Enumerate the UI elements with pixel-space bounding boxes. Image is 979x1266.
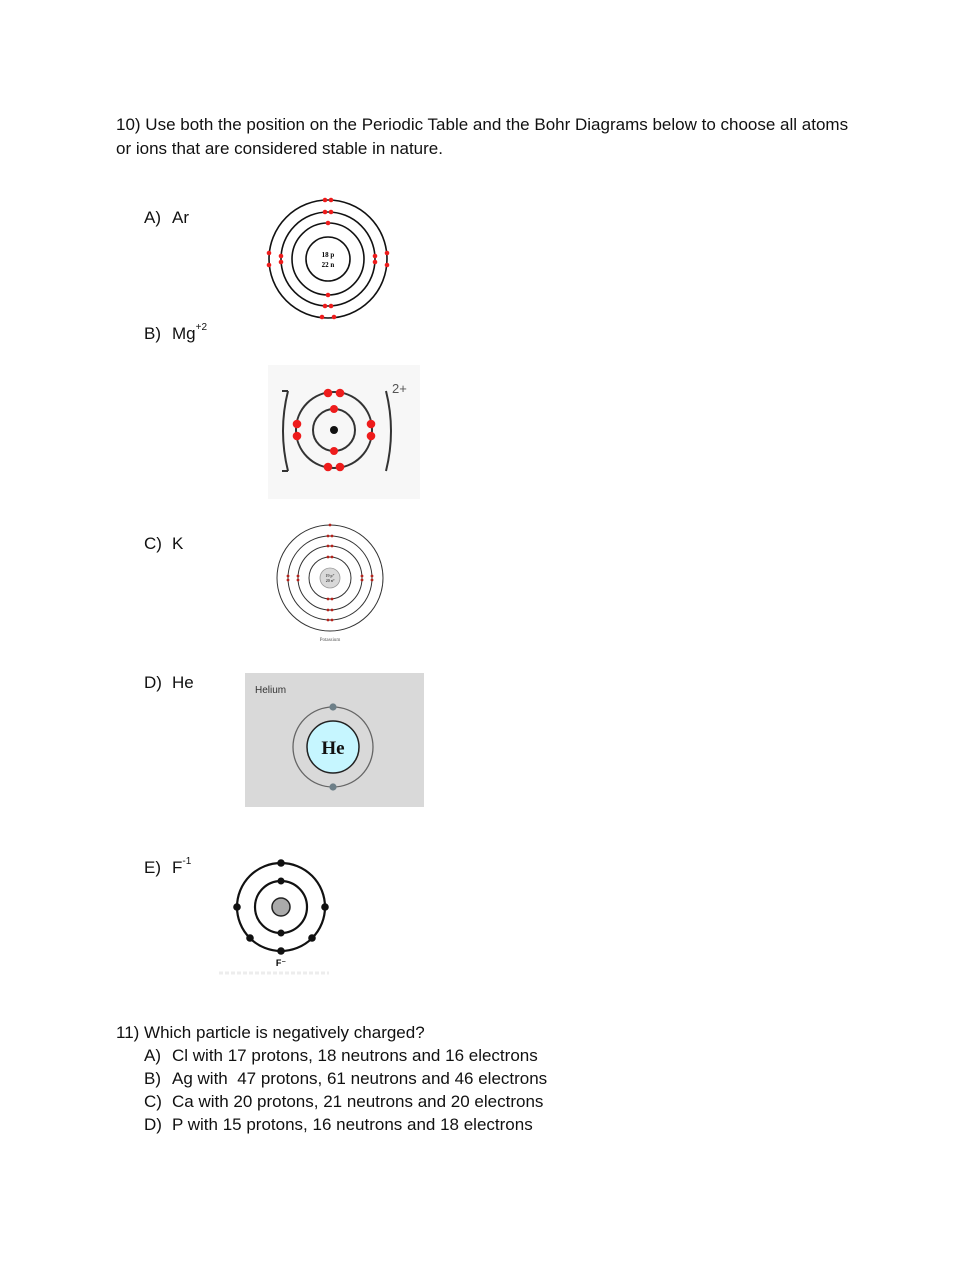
option-superscript: -1 [182,856,192,868]
helium-title: Helium [255,685,287,696]
helium-symbol: He [321,738,345,759]
option-label: Mg [172,324,196,343]
q11-option-d[interactable] [144,1113,547,1136]
option-letter: E) [144,858,161,877]
potassium-bohr-diagram [274,521,386,645]
option-label: F [172,858,183,877]
option-text: Ag with 47 protons, 61 neutrons and 46 electrons [172,1069,548,1088]
option-letter: C) [144,1092,162,1111]
option-text: Cl with 17 protons, 18 neutrons and 16 electrons [172,1046,538,1065]
option-label: Ar [172,208,189,227]
option-text: P with 15 protons, 16 neutrons and 18 electrons [172,1115,533,1134]
option-letter: D) [144,1115,162,1134]
argon-neutrons: 22 n [321,261,335,269]
option-d[interactable] [144,672,194,694]
option-superscript: +2 [195,322,208,334]
question-10-text: 10) Use both the position on the Periodic Table and the Bohr Diagrams below to choose all atoms or ions that are considered stable in nature. [116,115,849,158]
option-c[interactable] [144,533,183,555]
option-a[interactable] [144,207,189,229]
argon-protons: 18 p [321,251,335,259]
helium-diagram [245,673,424,807]
option-letter: D) [144,673,162,692]
potassium-neutrons: 20 n⁰ [325,578,335,583]
fluoride-caption: F⁻ [275,958,287,968]
question-11-options [144,1044,547,1136]
magnesium-charge: 2+ [392,381,407,396]
q11-option-c[interactable] [144,1090,547,1113]
option-label: K [172,534,184,553]
q11-option-a[interactable] [144,1044,547,1067]
fluoride-ion-diagram [219,857,329,977]
option-letter: B) [144,1069,161,1088]
question-11-title: 11) Which particle is negatively charged? [116,1023,425,1042]
option-e[interactable] [144,857,191,879]
option-letter: C) [144,534,162,553]
option-b[interactable] [144,323,207,345]
q11-option-b[interactable] [144,1067,547,1090]
option-letter: B) [144,324,161,343]
potassium-protons: 19 p⁺ [325,573,335,578]
option-text: Ca with 20 protons, 21 neutrons and 20 electrons [172,1092,544,1111]
option-letter: A) [144,208,161,227]
potassium-caption: Potassium [319,638,341,643]
magnesium-ion-diagram [268,365,420,499]
argon-bohr-diagram [264,196,392,322]
option-label: He [172,673,194,692]
option-letter: A) [144,1046,161,1065]
